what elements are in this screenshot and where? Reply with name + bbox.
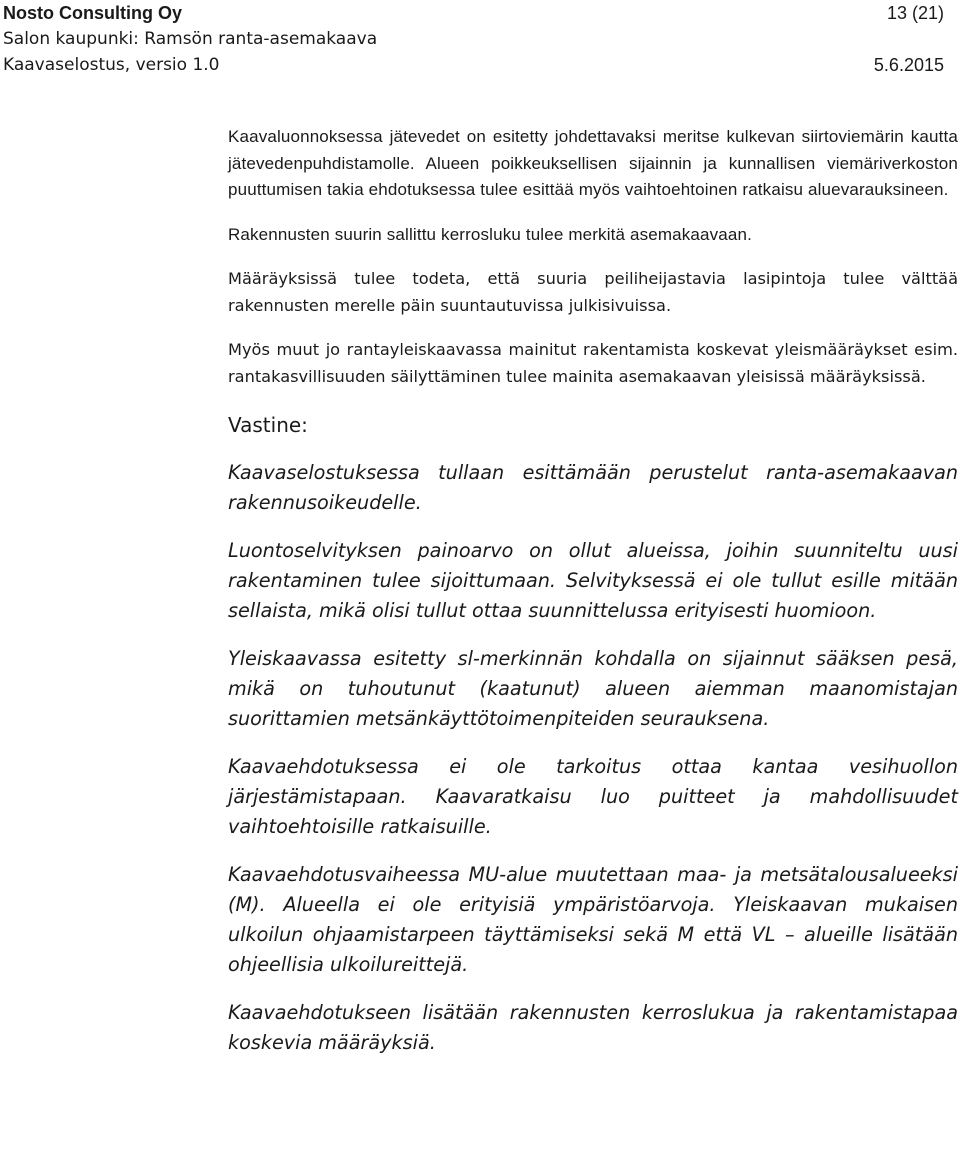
header-row-3 — [0, 52, 960, 78]
response-paragraph-3: Yleiskaavassa esitetty sl-merkinnän kohdalla on sijainnut sääksen pesä, mikä on tuhoutunut (kaatunut) alueen aiemman maanomistajan suorittamien metsänkäyttötoimenpiteiden seurauksena. — [228, 647, 958, 730]
statement-paragraph-3: Määräyksissä tulee todeta, että suuria peiliheijastavia lasipintoja tulee välttää rakennusten merelle päin suuntautuvissa julkisivuissa. — [228, 269, 958, 315]
response-paragraph-2: Luontoselvityksen painoarvo on ollut alueissa, joihin suunniteltu uusi rakentaminen tulee sijoittumaan. Selvityksessä ei ole tullut esille mitään sellaista, mikä olisi tullut ottaa suunnittelussa erityisesti huomioon. — [228, 539, 958, 622]
document-title: Salon kaupunki: Ramsön ranta-asemakaava — [3, 29, 378, 49]
response-paragraph-6: Kaavaehdotukseen lisätään rakennusten kerroslukua ja rakentamistapaa koskevia määräyksiä. — [228, 1001, 958, 1054]
vastine-heading: Vastine: — [228, 413, 308, 437]
response-paragraph-1: Kaavaselostuksessa tullaan esittämään perustelut ranta-asemakaavan rakennusoikeudelle. — [228, 461, 958, 514]
page-header — [0, 0, 960, 78]
document-version: Kaavaselostus, versio 1.0 — [3, 55, 220, 75]
response-paragraph-5: Kaavaehdotusvaiheessa MU-alue muutettaan maa- ja metsätalousalueeksi (M). Alueella ei ole erityisiä ympäristöarvoja. Yleiskaavan mukaisen ulkoilun ohjaamistarpeen täyttämiseksi sekä M että VL – alueille lisätään ohjeellisia ulkoilureittejä. — [228, 863, 958, 976]
statement-paragraph-2: Rakennusten suurin sallittu kerrosluku tulee merkitä asemakaavaan. — [228, 224, 752, 244]
page-number: 13 (21) — [886, 3, 944, 23]
main-content — [228, 124, 958, 1076]
response-paragraph-4: Kaavaehdotuksessa ei ole tarkoitus ottaa kantaa vesihuollon järjestämistapaan. Kaavaratkaisu luo puitteet ja mahdollisuudet vaihtoehtoisille ratkaisuille. — [228, 755, 958, 838]
company-name: Nosto Consulting Oy — [3, 3, 182, 23]
header-row-1 — [0, 0, 960, 26]
header-row-2 — [0, 26, 960, 52]
document-date: 5.6.2015 — [873, 55, 944, 75]
statement-paragraph-1: Kaavaluonnoksessa jätevedet on esitetty johdettavaksi meritse kulkevan siirtoviemärin kautta jätevedenpuhdistamolle. Alueen poikkeuksellisen sijainnin ja kunnallisen viemäriverkoston puuttumisen takia ehdotuksessa tulee esittää myös vaihtoehtoinen ratkaisu aluevarauksineen. — [228, 127, 958, 199]
statement-paragraph-4: Myös muut jo rantayleiskaavassa mainitut rakentamista koskevat yleismääräykset esim. rantakasvillisuuden säilyttäminen tulee mainita asemakaavan yleisissä määräyksissä. — [228, 340, 958, 386]
